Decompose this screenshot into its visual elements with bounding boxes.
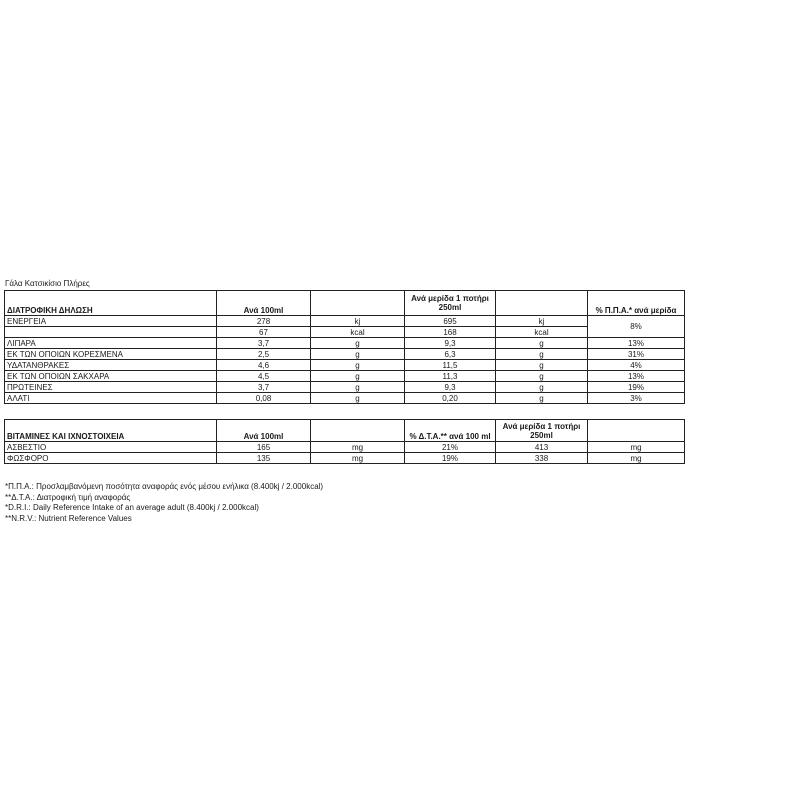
table-row <box>5 349 685 360</box>
value-per-100: 4,6 <box>217 360 311 371</box>
ri-percent: 8% <box>588 316 685 338</box>
nutrient-name: ΑΛΑΤΙ <box>5 393 217 404</box>
value-per-serving: 11,5 <box>405 360 496 371</box>
header-unit-serving <box>496 291 588 316</box>
value-per-100: 67 <box>217 327 311 338</box>
header-per-serving-line1: Ανά μερίδα 1 ποτήρι <box>502 421 581 431</box>
value-per-100: 3,7 <box>217 338 311 349</box>
value-per-serving: 695 <box>405 316 496 327</box>
value-per-serving: 168 <box>405 327 496 338</box>
table-row <box>5 327 685 338</box>
unit-per-serving: g <box>496 371 588 382</box>
footnotes <box>5 482 323 524</box>
header-per-100ml: Ανά 100ml <box>217 291 311 316</box>
ri-percent: 31% <box>588 349 685 360</box>
unit-per-100: g <box>311 371 405 382</box>
unit-per-100: g <box>311 338 405 349</box>
mineral-name: ΑΣΒΕΣΤΙΟ <box>5 442 217 453</box>
unit-per-serving: kj <box>496 316 588 327</box>
header-per-100ml: Ανά 100ml <box>217 420 311 442</box>
header-nutrition-declaration: ΔΙΑΤΡΟΦΙΚΗ ΔΗΛΩΣΗ <box>5 291 217 316</box>
unit-per-serving: g <box>496 349 588 360</box>
header-per-serving <box>496 420 588 442</box>
mineral-name: ΦΩΣΦΟΡΟ <box>5 453 217 464</box>
value-per-serving: 11,3 <box>405 371 496 382</box>
table-row <box>5 338 685 349</box>
nutrition-header-row <box>5 291 685 316</box>
header-per-serving-line2: 250ml <box>530 430 553 440</box>
table-row <box>5 393 685 404</box>
nutrient-name: ΛΙΠΑΡΑ <box>5 338 217 349</box>
unit-per-100: g <box>311 382 405 393</box>
unit-per-100: mg <box>311 453 405 464</box>
table-row <box>5 360 685 371</box>
header-per-serving <box>405 291 496 316</box>
value-per-100: 278 <box>217 316 311 327</box>
unit-per-serving: mg <box>588 453 685 464</box>
ri-percent: 19% <box>588 382 685 393</box>
footnote: *D.R.I.: Daily Reference Intake of an average adult (8.400kj / 2.000kcal) <box>5 503 259 512</box>
table-row <box>5 453 685 464</box>
value-per-serving: 0,20 <box>405 393 496 404</box>
table-row <box>5 442 685 453</box>
unit-per-100: kcal <box>311 327 405 338</box>
nutrient-name: ΕΚ ΤΩΝ ΟΠΟΙΩΝ ΚΟΡΕΣΜΕΝΑ <box>5 349 217 360</box>
footnote: *Π.Π.Α.: Προσλαμβανόμενη ποσότητα αναφοράς ενός μέσου ενήλικα (8.400kj / 2.000kcal) <box>5 482 324 491</box>
vitamins-header-row <box>5 420 685 442</box>
dri-per-100: 21% <box>405 442 496 453</box>
header-unit-serving <box>588 420 685 442</box>
nutrient-name: ΠΡΩΤΕΙΝΕΣ <box>5 382 217 393</box>
nutrient-name: ΕΚ ΤΩΝ ΟΠΟΙΩΝ ΣΑΚΧΑΡΑ <box>5 371 217 382</box>
header-unit-100 <box>311 291 405 316</box>
header-per-serving-line2: 250ml <box>438 303 462 312</box>
unit-per-serving: g <box>496 360 588 371</box>
unit-per-serving: g <box>496 382 588 393</box>
value-per-100: 3,7 <box>217 382 311 393</box>
value-per-100: 135 <box>217 453 311 464</box>
header-per-serving-line1: Ανά μερίδα 1 ποτήρι <box>411 294 489 303</box>
value-per-serving: 6,3 <box>405 349 496 360</box>
table-row <box>5 371 685 382</box>
unit-per-serving: kcal <box>496 327 588 338</box>
unit-per-serving: g <box>496 338 588 349</box>
nutrient-name: ΥΔΑΤΑΝΘΡΑΚΕΣ <box>5 360 217 371</box>
value-per-serving: 338 <box>496 453 588 464</box>
value-per-serving: 9,3 <box>405 338 496 349</box>
ri-percent: 4% <box>588 360 685 371</box>
nutrition-table <box>4 290 685 404</box>
table-row <box>5 316 685 327</box>
unit-per-serving: mg <box>588 442 685 453</box>
vitamins-table <box>4 419 685 464</box>
unit-per-100: mg <box>311 442 405 453</box>
value-per-100: 0,08 <box>217 393 311 404</box>
table-row <box>5 382 685 393</box>
unit-per-serving: g <box>496 393 588 404</box>
unit-per-100: g <box>311 349 405 360</box>
header-dri-per-100: % Δ.Τ.Α.** ανά 100 ml <box>405 420 496 442</box>
nutrient-name <box>5 327 217 338</box>
value-per-serving: 413 <box>496 442 588 453</box>
ri-percent: 13% <box>588 371 685 382</box>
unit-per-100: kj <box>311 316 405 327</box>
header-ri-per-serving: % Π.Π.Α.* ανά μερίδα <box>588 291 685 316</box>
ri-percent: 3% <box>588 393 685 404</box>
product-title: Γάλα Κατσικίσιο Πλήρες <box>5 279 90 288</box>
footnote: **N.R.V.: Nutrient Reference Values <box>5 513 132 523</box>
header-vitamins-minerals: ΒΙΤΑΜΙΝΕΣ ΚΑΙ ΙΧΝΟΣΤΟΙΧΕΙΑ <box>5 420 217 442</box>
unit-per-100: g <box>311 360 405 371</box>
value-per-100: 2,5 <box>217 349 311 360</box>
dri-per-100: 19% <box>405 453 496 464</box>
header-unit-100 <box>311 420 405 442</box>
value-per-100: 4,5 <box>217 371 311 382</box>
ri-percent: 13% <box>588 338 685 349</box>
nutrient-name: ΕΝΕΡΓΕΙΑ <box>5 316 217 327</box>
footnote: **Δ.Τ.Α.: Διατροφική τιμή αναφοράς <box>5 492 131 502</box>
unit-per-100: g <box>311 393 405 404</box>
value-per-serving: 9,3 <box>405 382 496 393</box>
value-per-100: 165 <box>217 442 311 453</box>
